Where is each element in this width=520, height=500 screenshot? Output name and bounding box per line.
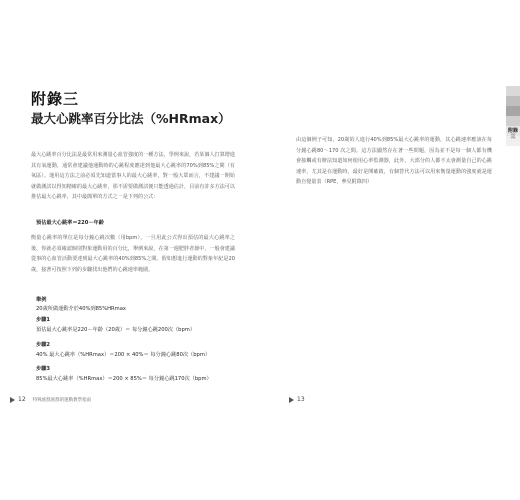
step1-body: 預估最大心跳率是220－年齡（20歲）＝ 每分鐘心跳200次（bpm） (36, 327, 196, 333)
left-page-footer (10, 396, 91, 403)
formula-heading: 預估最大心跳率＝220－年齡 (36, 220, 104, 226)
step2-body: 40% 最大心跳率（%HRmax）＝200 × 40%＝ 每分鐘心跳80次（bpm） (36, 352, 211, 358)
step2-title: 步驟2 (36, 342, 50, 348)
step3-title: 步驟3 (36, 366, 50, 372)
example-title: 舉例 (36, 297, 47, 303)
chapter-tab-block (506, 116, 520, 126)
example-subject: 20歲所做運動介於40%到85%HRmax (36, 306, 126, 312)
page-arrow-icon (10, 397, 15, 403)
appendix-heading (31, 90, 231, 127)
chapter-tab-block (506, 86, 520, 96)
book-title: 特殊族群族群的運動教學指南 (32, 397, 92, 403)
step1-title: 步驟1 (36, 317, 50, 323)
chapter-tab-block (506, 106, 520, 116)
step3-body: 85%最大心跳率（%HRmax）＝200 × 85%＝ 每分鐘心跳170次（bpm） (36, 376, 212, 382)
page-arrow-icon (289, 397, 294, 403)
chapter-tab-block (506, 96, 520, 106)
appendix-subtitle: 最大心跳率百分比法（%HRmax） (31, 111, 231, 126)
intro-paragraph: 最大心跳率百分比法是最常用來測量心血管強度的一種方法，學例來說，若某個人打算增進其有氧運動，通常會建議他運動時的心跳程度應達到他最大心跳率的70%到85%之間（有氧區）。運用這方法之前必須先知道當事人的最大心跳率，對一般大眾而言，不建議一開始就做測試以得知精確的最大心跳率，那不需要做測試便只能透過估計，目前有許多方法可以推估最大心跳率，其中最簡單的方式之一是下列的公式： (31, 152, 235, 201)
appendix-title: 附錄三 (31, 90, 80, 108)
right-page-number: 13 (297, 396, 305, 403)
chapter-tab-label: 附錄三 (507, 128, 518, 140)
left-page-number: 12 (18, 396, 26, 403)
explanation-paragraph: 衡量心跳率的單位是每分鐘心跳次數（用bpm），一旦用此公式得出預估的最大心跳率之後，你就必須確認個別對象運動用的百分比，舉例來說，在第一週肥胖者節中，一般會建議從事的心血管活動要達到最大心跳率的40%到85%之間。假如想進行運動的對象年紀是20歲，接著可按照下列的步驟找出他們的心跳速率範圍。 (31, 235, 235, 273)
right-page-footer (289, 396, 305, 403)
right-paragraph: 由這個例子可知，20歲的人進行40%到85%最大心跳率的運動，其心跳速率應該在每分鐘心跳80～170 次之間。這方法顯然存在著一些問題，因為並不是每一個人都有機會接觸或有辦法知道如何使用心率監測器，此外，大部分的人都不太會測量自己的心跳速率，尤其是在運動時，最好是開確啟，有個替代方法可以用來衡量運動的強度就是運動自覺量表（RPE，參見附錄四） (296, 137, 492, 186)
